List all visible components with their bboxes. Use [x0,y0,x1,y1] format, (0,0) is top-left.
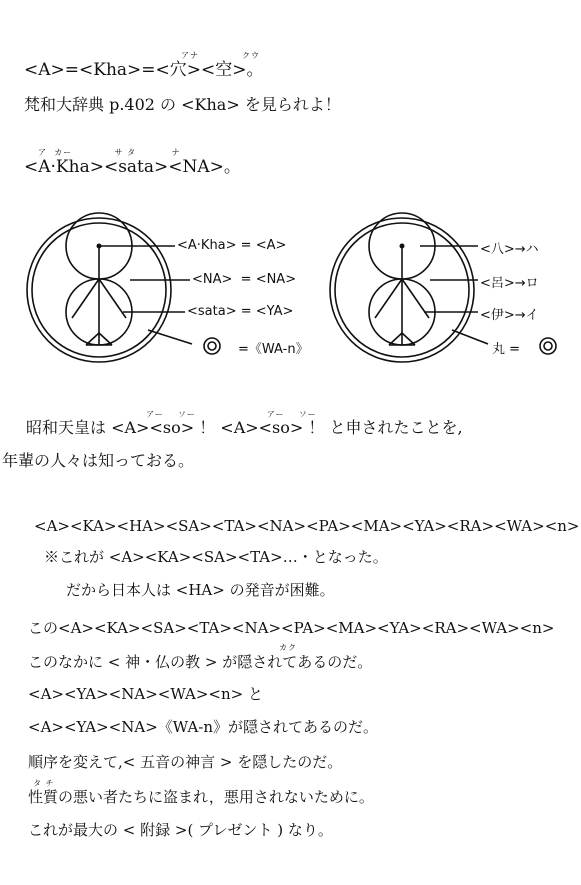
left-circle-diagram [27,213,220,362]
ruby-kuu: クウ [242,51,260,60]
ruby-aa-so: アー ソー アー ソー [146,410,317,419]
right-label-ha: <八>→ハ [480,242,539,257]
present-line: これが最大の < 附録 >( プレゼント ) なり。 [28,821,333,839]
order-changed-line: 順序を変えて,< 五音の神言 > を隠したのだ。 [28,753,343,771]
equation-line: <A>=<Kha>=<穴><空>。 [24,60,264,80]
right-label-ro: <呂>→ロ [480,276,539,291]
ayana-wa-n-hidden-line: <A><YA><NA>《WA-n》が隠されてあるのだ。 [28,718,379,736]
misuse-line: 性質の悪い者たちに盗まれ，悪用されないために。 [28,788,374,806]
ruby-tachi: タ チ [33,779,55,788]
emperor-line: 昭和天皇は <A><so> ！ <A><so> ！ と申されたことを, [26,418,463,437]
elders-line: 年輩の人々は知っておる。 [2,451,195,470]
left-label-wa-n: =《WA-n》 [238,342,309,357]
ruby-kaku: カク [279,643,297,652]
left-label-akha: <A·Kha> = <A> [177,238,287,253]
ha-difficult-line: だから日本人は <HA> の発音が困難。 [66,581,335,599]
note-became-line: ※これが <A><KA><SA><TA>…・となった。 [44,548,388,566]
hidden-teaching-line: このなかに < 神・仏の教 > が隠されてあるのだ。 [28,653,373,671]
left-label-sata: <sata> = <YA> [187,304,294,319]
akha-sata-na-line: <A·Kha><sata><NA>。 [24,157,241,177]
right-label-maru: 丸 = [492,342,521,357]
syllable-row-marked: この<A><KA><SA><TA><NA><PA><MA><YA><RA><WA><n> [28,619,555,637]
ruby-akha: ア カー サ タ ナ [38,148,181,157]
syllable-row-full: <A><KA><HA><SA><TA><NA><PA><MA><YA><RA><WA><n> [34,517,580,535]
ayanawan-line: <A><YA><NA><WA><n> と [28,685,263,703]
ruby-ana: アナ [181,51,199,60]
right-label-i: <伊>→イ [480,308,539,323]
dictionary-reference: 梵和大辞典 p.402 の <Kha> を見られよ！ [24,95,341,114]
left-label-na: <NA> = <NA> [192,272,297,287]
